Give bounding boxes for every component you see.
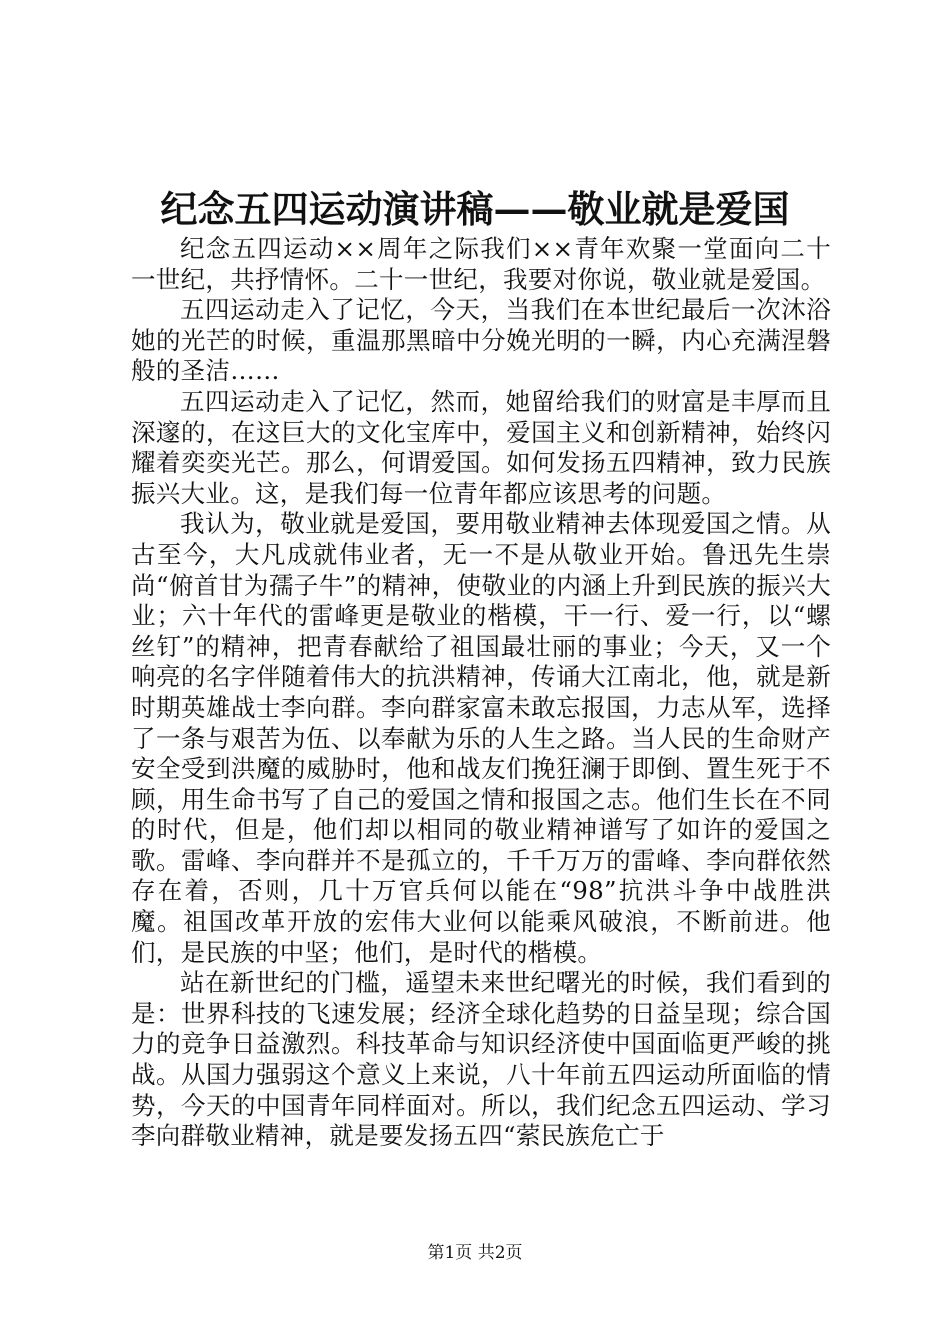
- paragraph-5: 站在新世纪的门槛，遥望未来世纪曙光的时候，我们看到的是：世界科技的飞速发展；经济全球化趋势的日益呈现；综合国力的竞争日益激烈。科技革命与知识经济使中国面临更严峻的挑战。从国力强弱这个意义上来说，八十年前五四运动所面临的情势，今天的中国青年同样面对。所以，我们纪念五四运动、学习李向群敬业精神，就是要发扬五四“萦民族危亡于: [131, 968, 831, 1151]
- paragraph-1: 纪念五四运动××周年之际我们××青年欢聚一堂面向二十一世纪，共抒情怀。二十一世纪，我要对你说，敬业就是爱国。: [131, 234, 831, 294]
- document-title: 纪念五四运动演讲稿——敬业就是爱国: [160, 187, 790, 231]
- document-body: [131, 234, 831, 1152]
- page-footer: 第1页 共2页: [427, 1243, 523, 1263]
- paragraph-2: 五四运动走入了记忆，今天，当我们在本世纪最后一次沐浴她的光芒的时候，重温那黑暗中分娩光明的一瞬，内心充满涅磐般的圣洁……: [131, 295, 831, 386]
- paragraph-4: 我认为，敬业就是爱国，要用敬业精神去体现爱国之情。从古至今，大凡成就伟业者，无一不是从敬业开始。鲁迅先生崇尚“俯首甘为孺子牛”的精神，使敬业的内涵上升到民族的振兴大业；六十年代的雷峰更是敬业的楷模，干一行、爱一行，以“螺丝钉”的精神，把青春献给了祖国最壮丽的事业；今天，又一个响亮的名字伴随着伟大的抗洪精神，传诵大江南北，他，就是新时期英雄战士李向群。李向群家富未敢忘报国，力志从军，选择了一条与艰苦为伍、以奉献为乐的人生之路。当人民的生命财产安全受到洪魔的威胁时，他和战友们挽狂澜于即倒、置生死于不顾，用生命书写了自己的爱国之情和报国之志。他们生长在不同的时代，但是，他们却以相同的敬业精神谱写了如许的爱国之歌。雷峰、李向群并不是孤立的，千千万万的雷峰、李向群依然存在着，否则，几十万官兵何以能在“98”抗洪斗争中战胜洪魔。祖国改革开放的宏伟大业何以能乘风破浪，不断前进。他们，是民族的中坚；他们，是时代的楷模。: [131, 509, 832, 967]
- paragraph-3: 五四运动走入了记忆，然而，她留给我们的财富是丰厚而且深邃的，在这巨大的文化宝库中，爱国主义和创新精神，始终闪耀着奕奕光芒。那么，何谓爱国。如何发扬五四精神，致力民族振兴大业。这，是我们每一位青年都应该思考的问题。: [131, 386, 831, 508]
